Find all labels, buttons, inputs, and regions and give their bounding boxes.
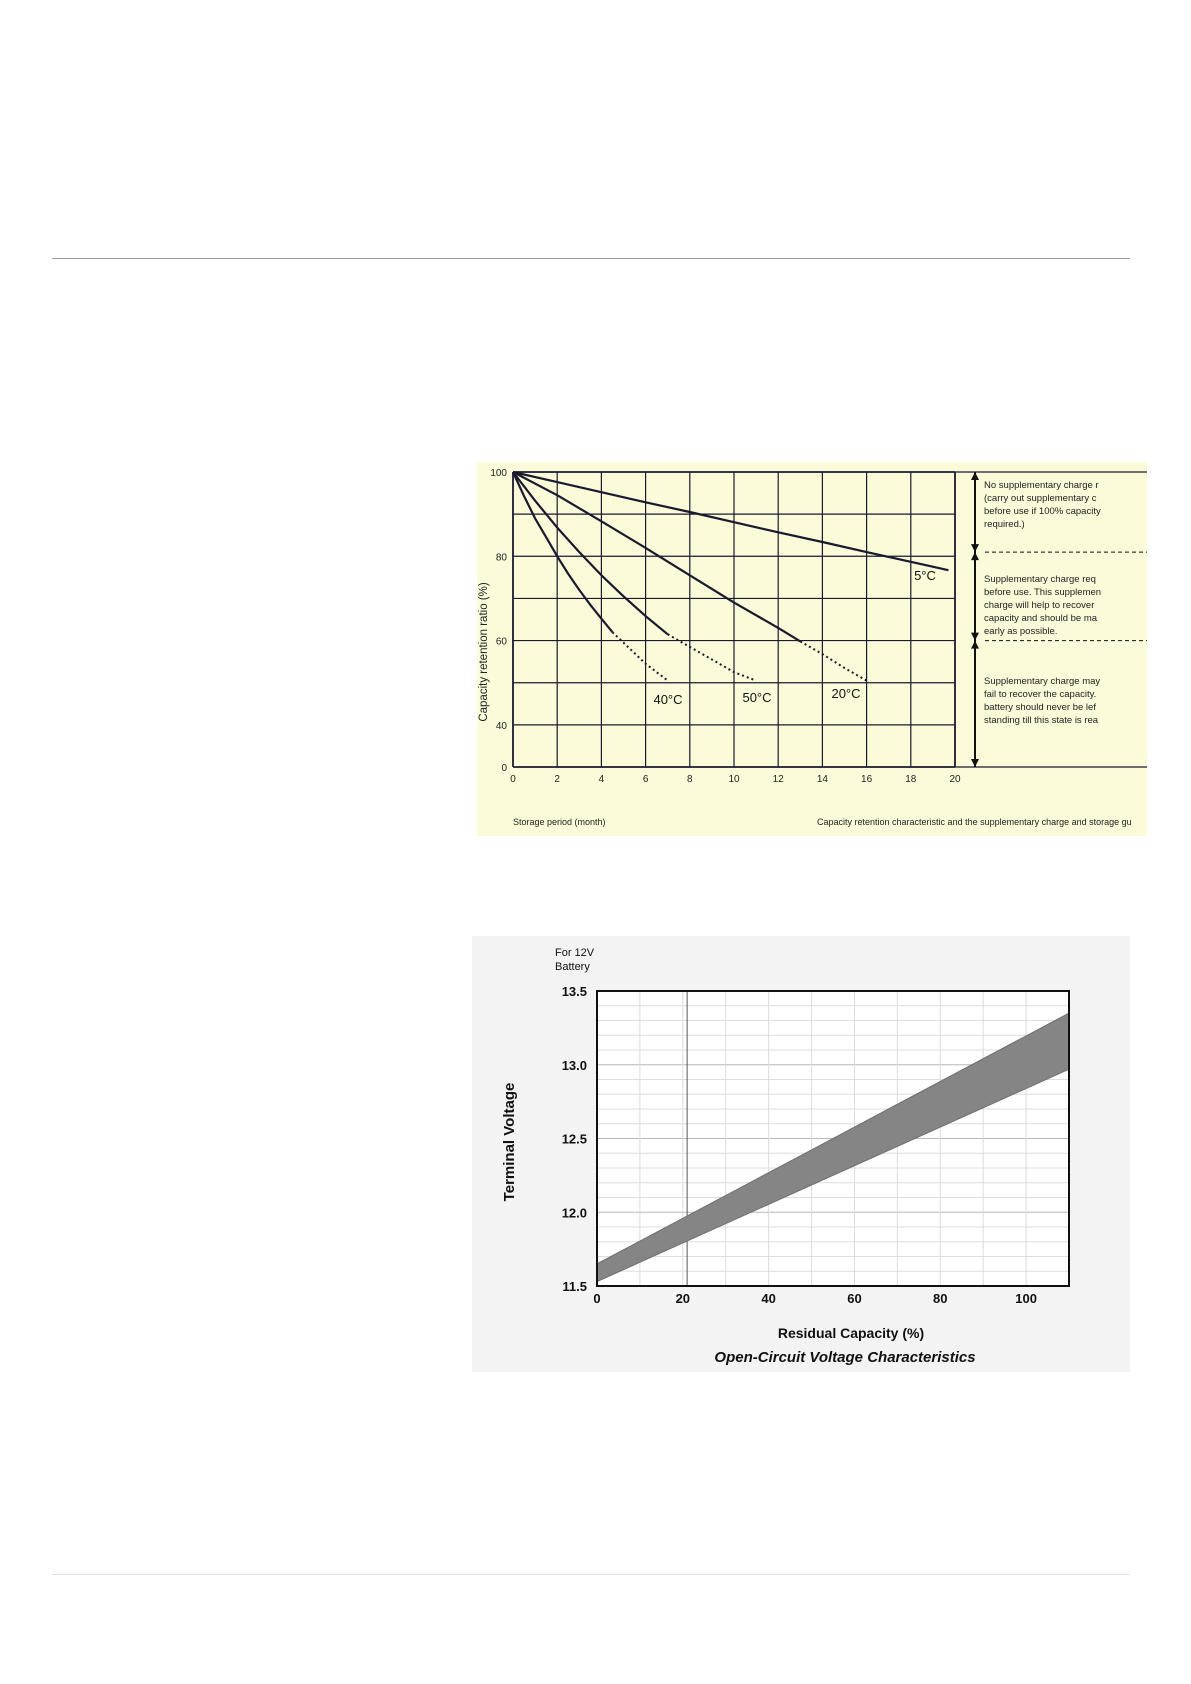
chart1-guide-zone-2-line-3: charge will help to recover	[984, 600, 1095, 611]
chart2-x-tick-0: 0	[593, 1291, 601, 1306]
chart1-y-tick-0: 0	[501, 763, 507, 774]
chart2-y-tick-12.5: 12.5	[561, 1131, 587, 1147]
chart1-x-tick-6: 6	[642, 774, 649, 785]
chart2-x-tick-20: 20	[675, 1291, 691, 1306]
chart1-guide-zone-3-line-4: standing till this state is rea	[984, 715, 1099, 726]
chart1-x-tick-2: 2	[554, 774, 560, 785]
chart2-y-tick-13.5: 13.5	[561, 984, 587, 999]
capacity-retention-chart	[477, 462, 1147, 836]
chart1-x-tick-18: 18	[905, 774, 917, 785]
chart2-x-tick-100: 100	[1015, 1291, 1037, 1306]
chart1-background	[477, 462, 1147, 836]
chart1-guide-zone-1-line-3: before use if 100% capacity	[984, 506, 1101, 517]
chart1-x-tick-8: 8	[687, 774, 693, 785]
chart2-x-axis-label: Residual Capacity (%)	[777, 1325, 925, 1341]
chart1-guide-zone-3-line-3: battery should never be lef	[984, 702, 1096, 713]
chart1-x-axis-label: Storage period (month)	[513, 817, 606, 827]
chart1-label-5c: 5°C	[914, 568, 936, 583]
chart2-y-tick-12.0: 12.0	[561, 1205, 587, 1221]
chart1-guide-zone-2-line-5: early as possible.	[984, 626, 1058, 637]
chart1-guide-zone-2-line-1: Supplementary charge req	[984, 574, 1096, 585]
chart1-y-tick-80: 80	[495, 552, 507, 564]
chart1-x-tick-20: 20	[949, 774, 961, 785]
chart1-x-tick-0: 0	[510, 774, 516, 785]
chart1-y-tick-100: 100	[490, 468, 507, 479]
chart2-y-tick-13.0: 13.0	[561, 1057, 587, 1073]
chart1-guide-zone-1-line-4: required.)	[984, 519, 1025, 530]
chart1-label-50c: 50°C	[742, 690, 772, 705]
chart1-y-tick-60: 60	[495, 636, 507, 648]
chart2-title: Open-Circuit Voltage Characteristics	[714, 1349, 976, 1366]
chart1-guide-zone-1-line-2: (carry out supplementary c	[984, 493, 1097, 504]
chart1-x-tick-10: 10	[728, 774, 740, 785]
header-divider	[52, 258, 1130, 259]
chart2-note-line-2: Battery	[555, 961, 590, 973]
chart1-guide-zone-2-line-4: capacity and should be ma	[984, 613, 1098, 624]
chart2-y-axis-label: Terminal Voltage	[501, 1082, 518, 1202]
chart2-plot-area	[597, 991, 1069, 1286]
chart2-y-tick-11.5: 11.5	[562, 1279, 587, 1294]
chart1-guide-zone-2-line-2: before use. This supplemen	[984, 587, 1102, 598]
chart1-caption: Capacity retention characteristic and the supplementary charge and storage gu	[817, 817, 1132, 827]
chart1-label-40c: 40°C	[653, 692, 683, 707]
chart2-note-line-1: For 12V	[555, 947, 595, 959]
chart1-guide-zone-3-line-2: fail to recover the capacity.	[984, 689, 1097, 700]
chart1-x-tick-4: 4	[598, 774, 605, 785]
chart1-guide-zone-3-line-1: Supplementary charge may	[984, 676, 1101, 687]
chart1-x-tick-16: 16	[861, 774, 873, 785]
chart1-x-tick-14: 14	[816, 774, 828, 785]
chart1-x-tick-12: 12	[772, 774, 784, 785]
chart1-label-20c: 20°C	[831, 686, 861, 701]
footer-divider	[52, 1574, 1130, 1575]
chart2-x-tick-40: 40	[761, 1291, 776, 1306]
chart1-y-tick-40: 40	[495, 720, 507, 732]
chart2-x-tick-60: 60	[847, 1291, 862, 1306]
chart2-x-tick-80: 80	[933, 1291, 948, 1306]
open-circuit-voltage-chart	[472, 936, 1130, 1372]
chart1-guide-zone-1-line-1: No supplementary charge r	[984, 480, 1099, 491]
chart1-y-axis-label: Capacity retention ratio (%)	[478, 582, 490, 722]
